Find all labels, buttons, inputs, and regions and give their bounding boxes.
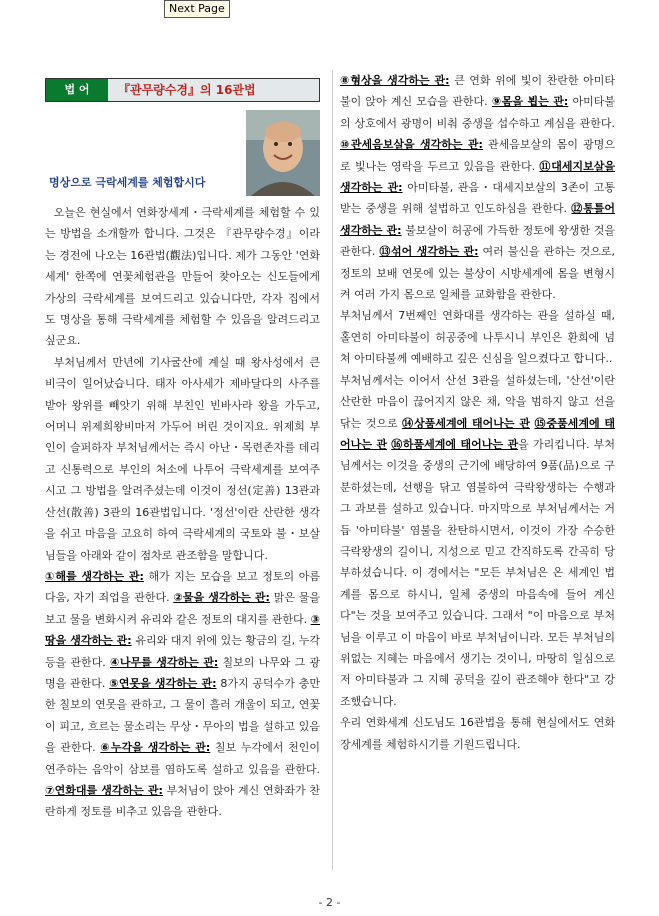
contemplation-4: ④나무를 생각하는 관: (109, 655, 219, 669)
article-title: 『관무량수경』의 16관법 (108, 79, 319, 101)
page-number: - 2 - (318, 896, 341, 909)
contemplation-10: ⑩관세음보살을 생각하는 관: (340, 138, 483, 152)
closing-paragraph: 우리 연화세계 신도님도 16관법을 통해 현실에서도 연화장세계를 체험하시기를 기원드립니다. (340, 716, 615, 751)
contemplation-1: ①해를 생각하는 관: (45, 569, 144, 583)
contemplation-11: ⑪대세지보살을 생각하는 관: (340, 159, 615, 195)
story-paragraph: 부처님께서 만년에 기사굴산에 계실 때 왕사성에서 큰 비극이 일어났습니다. 태자 아사세가 제바달다의 사주를 받아 왕위를 빼앗기 위해 부친인 빈바사라 왕을 가두고, 어머니 위제희왕비마저 가두어 버린 것이지요. 위제희 부인이 슬퍼하자 부처님께서는 즉시 아난・목련존자를 데리고 신통력으로 부인의 처소에 나투어 극락세계를 보여주시고 그 방법을 알려주셨는데 이것이 정선(定善) 13관과 산선(散善) 3관의 16관법입니다. '정선'이란 산란한 생각을 쉬고 마음을 고요히 하여 극락세계의 국토와 불・보살님들을 아래와 같이 점차로 관조함을 말합니다. (45, 355, 320, 562)
author-photo (246, 110, 320, 196)
next-page-button[interactable]: Next Page (164, 0, 230, 18)
right-column (340, 70, 615, 755)
monk-portrait-image (246, 110, 320, 196)
contemplation-7: ⑦연화대를 생각하는 관: (45, 783, 163, 797)
contemplation-6: ⑥누각을 생각하는 관: (100, 741, 211, 755)
contemplation-15: ⑮중품세계에 태어나는 관 (340, 416, 616, 451)
header-area (45, 102, 320, 202)
contemplation-5: ⑤연못을 생각하는 관: (109, 676, 217, 690)
contemplations-continued: ⑧형상을 생각하는 관: 큰 연화 위에 빛이 찬란한 아미타불이 앉아 계신 모습을 관한다. ⑨몸을 뵙는 관: 아미타불의 상호에서 광명이 비춰 중생을 섭수하고 계심을 관한다. ⑩관세음보살을 생각하는 관: 관세음보살의 몸이 광명으로 빛나는 영락을 두르고 있음을 관한다. ⑪대세지보살을 생각하는 관: 아미타불, 관음・대세지보살의 3존이 고통받는 중생을 위해 설법하고 인도하심을 관한다. ⑫통틀어 생각하는 관: 불보살이 허공에 가득한 정토에 왕생한 것을 관한다. ⑬섞어 생각하는 관: 여러 불신을 관하는 것으로, 정토의 보배 연못에 있는 불상이 시방세계에 몸을 변형시켜 여러 가지 몸으로 일체를 교화함을 관한다. (340, 74, 616, 302)
contemplation-16: ⑯하품세계에 태어나는 관 (391, 437, 519, 451)
contemplation-14: ⑭상품세계에 태어나는 관 (402, 416, 530, 430)
contemplation-13: ⑬섞어 생각하는 관: (379, 245, 479, 259)
contemplation-2: ②물을 생각하는 관: (173, 591, 270, 605)
column-divider (332, 70, 333, 870)
article-subtitle: 명상으로 극락세계를 체험합시다 (49, 176, 206, 189)
left-column (45, 70, 320, 823)
article-banner (45, 78, 320, 102)
contemplation-3: ③땅을 생각하는 관: (45, 612, 320, 648)
section-tag: 법 어 (46, 79, 108, 101)
seventh-contemplation-paragraph: 부처님께서 7번째인 연화대를 생각하는 관을 설하실 때, 홀연히 아미타불이 허공중에 나투시니 부인은 환희에 넘쳐 아미타불께 예배하고 깊은 신심을 일으켰다고 합니다.. (340, 309, 615, 366)
contemplation-8: ⑧형상을 생각하는 관: (340, 74, 450, 87)
contemplation-12: ⑫통틀어 생각하는 관: (340, 202, 615, 237)
intro-paragraph: 오늘은 현실에서 연화장세계・극락세계를 체험할 수 있는 방법을 소개할까 합니다. 그것은 『관무량수경』이라는 경전에 나오는 16관법(觀法)입니다. 제가 그동안 '연화세계' 한쪽에 연꽃체험관을 만들어 찾아오는 신도들에게 가상의 극락세계를 보여드리고 있습니다만, 각자 집에서도 명상을 통해 극락세계를 체험할 수 있음을 알려드리고 싶군요. (45, 206, 320, 348)
scattered-good-paragraph: 부처님께서는 이어서 산선 3관을 설하셨는데, '산선'이란 산란한 마음이 끊어지지 않은 채, 악을 범하지 않고 선을 닦는 것으로 ⑭상품세계에 태어나는 관 ⑮중품세계에 태어나는 관 ⑯하품세계에 태어나는 관을 가리킵니다. 부처님께서는 이것을 중생의 근기에 배당하여 9품(品)으로 구분하셨는데, 선행을 닦고 염불하여 극락왕생하는 수행과 그 과보를 설하고 있습니다. 마지막으로 부처님께서는 거듭 '아미타불' 염불을 찬탄하시면서, 이것이 가장 수승한 극락왕생의 길이니, 지성으로 믿고 간직하도록 간곡히 당부하셨습니다. 이 경에서는 "모든 부처님은 온 세계인 법계를 몸으로 하시니, 일체 중생의 마음속에 들어 계신다"는 것을 보여주고 있습니다. 그래서 "이 마음으로 부처님을 이루고 이 마음이 바로 부처님이니라. 모든 부처님의 위없는 지혜는 마음에서 생기는 것이니, 마땅히 일심으로 저 아미타불과 그 지혜 공덕을 깊이 관조해야 한다"고 강조했습니다. (340, 373, 616, 708)
contemplation-9: ⑨몸을 뵙는 관: (491, 95, 569, 109)
contemplations-paragraph: ①해를 생각하는 관: 해가 지는 모습을 보고 정토의 아름다움, 자기 죄업을 관한다. ②물을 생각하는 관: 맑은 물을 보고 물을 변화시켜 유리와 같은 정토의 대지를 관한다. ③땅을 생각하는 관: 유리와 대지 위에 있는 황금의 길, 누각 등을 관한다. ④나무를 생각하는 관: 칠보의 나무와 그 광명을 관한다. ⑤연못을 생각하는 관: 8가지 공덕수가 충만한 칠보의 연못을 관하고, 그 물이 흘러 개울이 되고, 연꽃이 피고, 흐르는 물소리는 무상・무아의 법을 설하고 있음을 관한다. ⑥누각을 생각하는 관: 칠보 누각에서 천인이 연주하는 음악이 삼보를 염하도록 설하고 있음을 관한다. ⑦연화대를 생각하는 관: 부처님이 앉아 계신 연화좌가 찬란하게 정토를 비추고 있음을 관한다. (45, 569, 320, 819)
